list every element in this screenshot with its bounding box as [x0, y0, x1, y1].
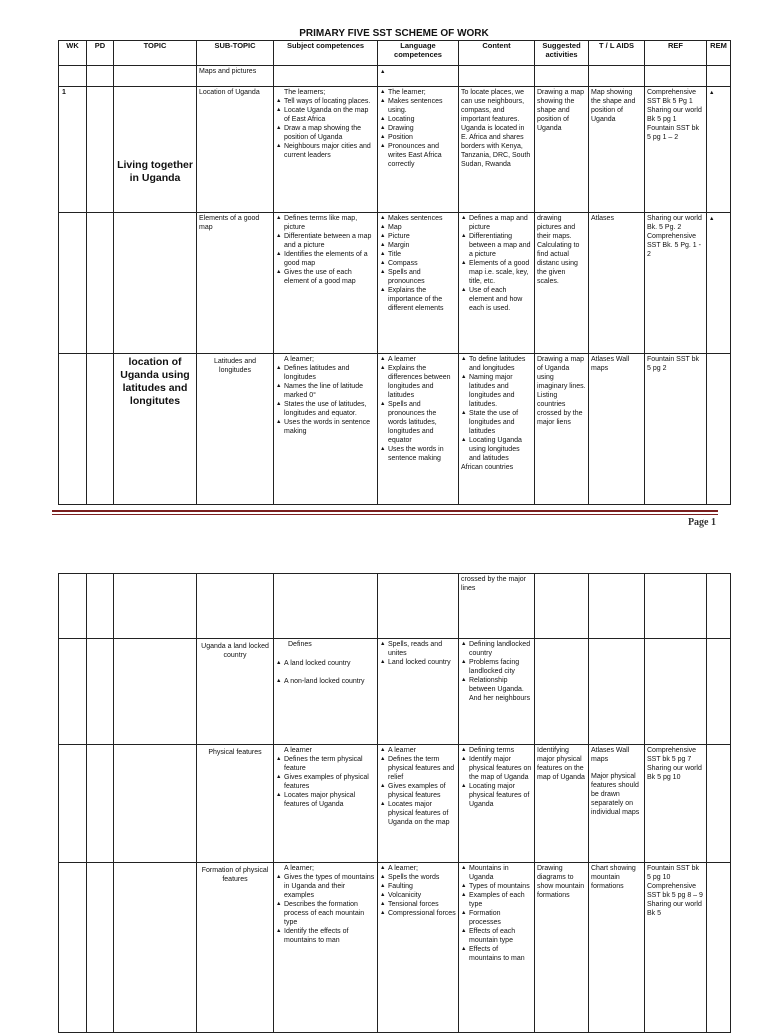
subject-competences-cell: A learner; ▲ Gives the types of mountains in Uganda and their examples ▲ Describes the formation process of each mountain type ▲ Identify the effects of mountains to man — [274, 863, 378, 1033]
table-row — [59, 213, 731, 354]
list-item: ▲ Problems facing landlocked city — [469, 658, 532, 676]
subtopic-cell: Elements of a good map — [197, 213, 274, 354]
content-cell — [459, 213, 535, 354]
list-item: ▲ Identify major physical features on the map of Uganda — [469, 755, 532, 782]
subject-competences-cell: A learner ▲ Defines the term physical feature ▲ Gives examples of physical features ▲ Locates major physical features of Uganda — [274, 745, 378, 863]
header-ref: REF — [645, 41, 707, 66]
list-item: ▲ The learner; — [388, 88, 456, 97]
header-topic: TOPIC — [114, 41, 197, 66]
language-competences-cell — [378, 863, 459, 1033]
activities-cell: Identifying major physical features on the map of Uganda — [535, 745, 589, 863]
header-sub-topic: SUB-TOPIC — [197, 41, 274, 66]
rem-cell — [707, 213, 731, 354]
list-item: ▲ Gives examples of physical features — [284, 773, 375, 791]
ref-cell: Comprehensive SST Bk 5 Pg 1 Sharing our world Bk 5 pg 1 Fountain SST bk 5 pg 1 – 2 — [645, 87, 707, 213]
list-item: ▲ Locating major physical features of Uganda — [469, 782, 532, 809]
table-row — [59, 745, 731, 863]
list-item: ▲ Makes sentences — [388, 214, 456, 223]
list-item: ▲ Tell ways of locating places. — [284, 97, 375, 106]
topic-title: location of Uganda using latitudes and longitutes — [120, 356, 190, 407]
list-item: ▲ Makes sentences using. — [388, 97, 456, 115]
subject-competences-cell: Defines ▲ A land locked country ▲ A non-land locked country — [274, 639, 378, 745]
list-item: ▲ Defines terms like map, picture — [284, 214, 375, 232]
header-rem: REM — [707, 41, 731, 66]
content-cell: To locate places, we can use neighbours, compass, and important features. Uganda is located in E. Africa and shares borders with Kenya, Tanzania, DRC, South Sudan, Rwanda — [459, 87, 535, 213]
list-item: ▲ Neighbours major cities and current leaders — [284, 142, 375, 160]
list-item: ▲ Locate Uganda on the map of East Africa — [284, 106, 375, 124]
list-item: ▲ Explains the importance of the different elements — [388, 286, 456, 313]
subtopic-cell: Formation of physical features — [197, 863, 274, 1033]
header-wk: WK — [59, 41, 87, 66]
language-competences-cell — [378, 354, 459, 505]
list-item: ▲ Identifies the elements of a good map — [284, 250, 375, 268]
list-item: ▲ Locates major physical features of Uganda on the map — [388, 800, 456, 827]
list-item: ▲ A learner — [388, 355, 456, 364]
content-cell: crossed by the major lines — [459, 574, 535, 639]
language-competences-cell — [378, 639, 459, 745]
bullet-marker-icon: ▲ — [709, 90, 715, 96]
content-cell — [459, 863, 535, 1033]
ref-cell: Fountain SST bk 5 pg 10 Comprehensive SST bk 5 pg 8 – 9 Sharing our world Bk 5 — [645, 863, 707, 1033]
aids-cell: Atlases Wall maps — [589, 354, 645, 505]
subtopic-cell: Location of Uganda — [197, 87, 274, 213]
activities-cell: Drawing diagrams to show mountain formations — [535, 863, 589, 1033]
list-item: ▲ Elements of a good map i.e. scale, key, title, etc. — [469, 259, 532, 286]
ref-cell: Fountain SST bk 5 pg 2 — [645, 354, 707, 505]
list-item: ▲ Volcanicity — [388, 891, 456, 900]
list-item: ▲ Examples of each type — [469, 891, 532, 909]
topic-cell — [114, 87, 197, 213]
list-item: ▲ Describes the formation process of each mountain type — [284, 900, 375, 927]
subtopic-cell: Latitudes and longitudes — [197, 354, 274, 505]
list-item: ▲ Map — [388, 223, 456, 232]
language-competences-cell — [378, 87, 459, 213]
ref-cell: Sharing our world Bk. 5 Pg. 2 Comprehensive SST Bk. 5 Pg. 1 - 2 — [645, 213, 707, 354]
content-cell — [459, 745, 535, 863]
subject-competences-cell — [274, 213, 378, 354]
week-number: 1 — [59, 87, 87, 213]
page-divider — [52, 510, 718, 512]
list-item: ▲ Types of mountains — [469, 882, 532, 891]
list-item: ▲ Effects of each mountain type — [469, 927, 532, 945]
list-item: ▲ Spells and pronounces the words latitudes, longitudes and equator — [388, 400, 456, 445]
list-item: ▲ Defines the term physical features and relief — [388, 755, 456, 782]
list-item: ▲ Explains the differences between longitudes and latitudes — [388, 364, 456, 400]
subtopic-cell: Uganda a land locked country — [197, 639, 274, 745]
list-item: ▲ Spells, reads and unites — [388, 640, 456, 658]
table-row — [59, 574, 731, 639]
list-item: ▲ State the use of longitudes and latitudes — [469, 409, 532, 436]
list-item: ▲ Position — [388, 133, 456, 142]
subject-competences-cell: The learners; ▲ Tell ways of locating places. ▲ Locate Uganda on the map of East Africa ▲ Draw a map showing the position of Uganda ▲ Neighbours major cities and current leaders — [274, 87, 378, 213]
list-item: ▲ Locating — [388, 115, 456, 124]
list-item: ▲ Margin — [388, 241, 456, 250]
table-row — [59, 354, 731, 505]
list-item: ▲ States the use of latitudes, longitudes and equator. — [284, 400, 375, 418]
list-item: ▲ Defines latitudes and longitudes — [284, 364, 375, 382]
list-item: ▲ Differentiating between a map and a picture — [469, 232, 532, 259]
list-item: ▲ Relationship between Uganda. And her neighbours — [469, 676, 532, 703]
list-item: ▲ Picture — [388, 232, 456, 241]
header-subject-competences: Subject competences — [274, 41, 378, 66]
list-item: ▲ Mountains in Uganda — [469, 864, 532, 882]
list-item: ▲ Pronounces and writes East Africa correctly — [388, 142, 456, 169]
bullet-marker-icon: ▲ — [380, 69, 386, 75]
list-item: ▲ Spells the words — [388, 873, 456, 882]
page-divider-thin — [52, 514, 718, 515]
list-item: ▲ To define latitudes and longitudes — [469, 355, 532, 373]
list-item: ▲ A learner; — [388, 864, 456, 873]
header-suggested-activities: Suggested activities — [535, 41, 589, 66]
ref-cell: Comprehensive SST bk 5 pg 7 Sharing our world Bk 5 pg 10 — [645, 745, 707, 863]
list-item: ▲ Naming major latitudes and longitudes and latitudes. — [469, 373, 532, 409]
language-cell — [378, 66, 459, 87]
list-item: ▲ Defining terms — [469, 746, 532, 755]
language-competences-cell — [378, 745, 459, 863]
header-tl-aids: T / L AIDS — [589, 41, 645, 66]
list-item: ▲ Draw a map showing the position of Uganda — [284, 124, 375, 142]
activities-cell: drawing pictures and their maps. Calculating to find actual distanc using the given scales. — [535, 213, 589, 354]
header-language-competences: Language competences — [378, 41, 459, 66]
subtopic-cell: Maps and pictures — [197, 66, 274, 87]
activities-cell: Drawing a map showing the shape and position of Uganda — [535, 87, 589, 213]
table-row — [59, 639, 731, 745]
list-item: ▲ Defines the term physical feature — [284, 755, 375, 773]
list-item: ▲ Formation processes — [469, 909, 532, 927]
scheme-table-page-2 — [58, 573, 731, 1033]
table-row — [59, 87, 731, 213]
content-cell: ▲ To define latitudes and longitudes ▲ Naming major latitudes and longitudes and latitudes. ▲ State the use of longitudes and latitudes ▲ Locating Uganda using longitudes and latitudes African countries — [459, 354, 535, 505]
list-item: ▲ Locates major physical features of Uganda — [284, 791, 375, 809]
list-item: ▲ Compass — [388, 259, 456, 268]
topic-title: Living together in Uganda — [117, 159, 193, 184]
list-item: ▲ Effects of mountains to man — [469, 945, 532, 963]
document-title: PRIMARY FIVE SST SCHEME OF WORK — [299, 28, 489, 39]
list-item: ▲ Gives examples of physical features — [388, 782, 456, 800]
list-item: ▲ Drawing — [388, 124, 456, 133]
table-row — [59, 66, 731, 87]
aids-cell: Atlases Wall maps Major physical features should be drawn separately on individual maps — [589, 745, 645, 863]
scheme-table-page-1 — [58, 40, 731, 505]
activities-cell: Drawing a map of Uganda using imaginary lines. Listing countries crossed by the major liens — [535, 354, 589, 505]
content-cell — [459, 639, 535, 745]
list-item: ▲ Uses the words in sentence making — [388, 445, 456, 463]
list-item: ▲ Identify the effects of mountains to man — [284, 927, 375, 945]
list-item: ▲ Differentiate between a map and a picture — [284, 232, 375, 250]
header-content: Content — [459, 41, 535, 66]
list-item: ▲ Defines a map and picture — [469, 214, 532, 232]
subject-competences-cell: A learner; ▲ Defines latitudes and longitudes ▲ Names the line of latitude marked 0° ▲ States the use of latitudes, longitudes and equator. ▲ Uses the words in sentence making — [274, 354, 378, 505]
language-competences-cell — [378, 213, 459, 354]
list-item: ▲ Title — [388, 250, 456, 259]
subtopic-cell: Physical features — [197, 745, 274, 863]
list-item: ▲ Compressional forces — [388, 909, 456, 918]
rem-cell — [707, 87, 731, 213]
page-number: Page 1 — [687, 517, 716, 528]
list-item: ▲ Use of each element and how each is used. — [469, 286, 532, 313]
list-item: ▲ Names the line of latitude marked 0° — [284, 382, 375, 400]
list-item: ▲ Tensional forces — [388, 900, 456, 909]
aids-cell: Atlases — [589, 213, 645, 354]
list-item: ▲ A learner — [388, 746, 456, 755]
table-row — [59, 863, 731, 1033]
header-row — [59, 41, 731, 66]
list-item: ▲ Uses the words in sentence making — [284, 418, 375, 436]
list-item: ▲ Spells and pronounces — [388, 268, 456, 286]
bullet-marker-icon: ▲ — [709, 216, 715, 222]
aids-cell: Chart showing mountain formations — [589, 863, 645, 1033]
aids-cell: Map showing the shape and position of Uganda — [589, 87, 645, 213]
topic-cell — [114, 354, 197, 505]
list-item: ▲ Gives the types of mountains in Uganda and their examples — [284, 873, 375, 900]
list-item: ▲ Locating Uganda using longitudes and latitudes — [469, 436, 532, 463]
list-item: ▲ Defining landlocked country — [469, 640, 532, 658]
list-item: ▲ Land locked country — [388, 658, 456, 667]
header-pd: PD — [87, 41, 114, 66]
list-item: ▲ Gives the use of each element of a good map — [284, 268, 375, 286]
list-item: ▲ Faulting — [388, 882, 456, 891]
